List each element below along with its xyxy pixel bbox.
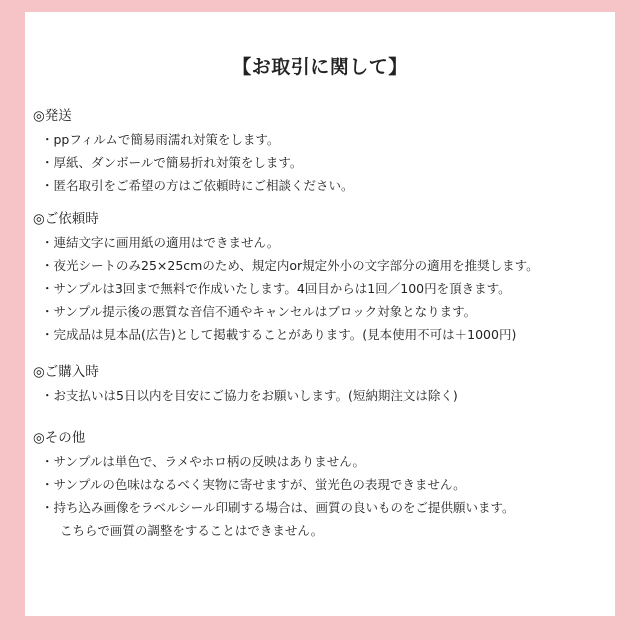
list-item-continuation: こちらで画質の調整をすることはできません。 (60, 523, 324, 538)
notice-card (25, 12, 615, 616)
list-item: ・匿名取引をご希望の方はご依頼時にご相談ください。 (41, 178, 354, 193)
page-title: 【お取引に関して】 (232, 56, 408, 78)
list-item: ・厚紙、ダンボールで簡易折れ対策をします。 (41, 155, 303, 170)
list-item: ・持ち込み画像をラベルシール印刷する場合は、画質の良いものをご提供願います。 (41, 500, 515, 515)
section-purchase (33, 361, 608, 407)
section-other (33, 427, 608, 542)
list-item: ・完成品は見本品(広告)として掲載することがあります。(見本使用不可は＋1000円) (41, 327, 517, 342)
section-heading: ◎発送 (33, 108, 72, 124)
list-item: ・連結文字に画用紙の適用はできません。 (41, 235, 280, 250)
list-item: ・サンプル提示後の悪質な音信不通やキャンセルはブロック対象となります。 (41, 304, 477, 319)
section-heading: ◎ご依頼時 (33, 211, 99, 227)
list-item: ・サンプルは単色で、ラメやホロ柄の反映はありません。 (41, 454, 366, 469)
list-item: ・ppフィルムで簡易雨濡れ対策をします。 (41, 132, 280, 147)
list-item: ・サンプルは3回まで無料で作成いたします。4回目からは1回／100円を頂きます。 (41, 281, 511, 296)
section-heading: ◎ご購入時 (33, 364, 99, 380)
section-request (33, 208, 608, 346)
section-shipping (33, 105, 608, 197)
list-item: ・夜光シートのみ25×25cmのため、規定内or規定外小の文字部分の適用を推奨します。 (41, 258, 539, 273)
section-heading: ◎その他 (33, 430, 86, 446)
list-item: ・サンプルの色味はなるべく実物に寄せますが、蛍光色の表現できません。 (41, 477, 466, 492)
list-item: ・お支払いは5日以内を目安にご協力をお願いします。(短納期注文は除く) (41, 388, 458, 403)
